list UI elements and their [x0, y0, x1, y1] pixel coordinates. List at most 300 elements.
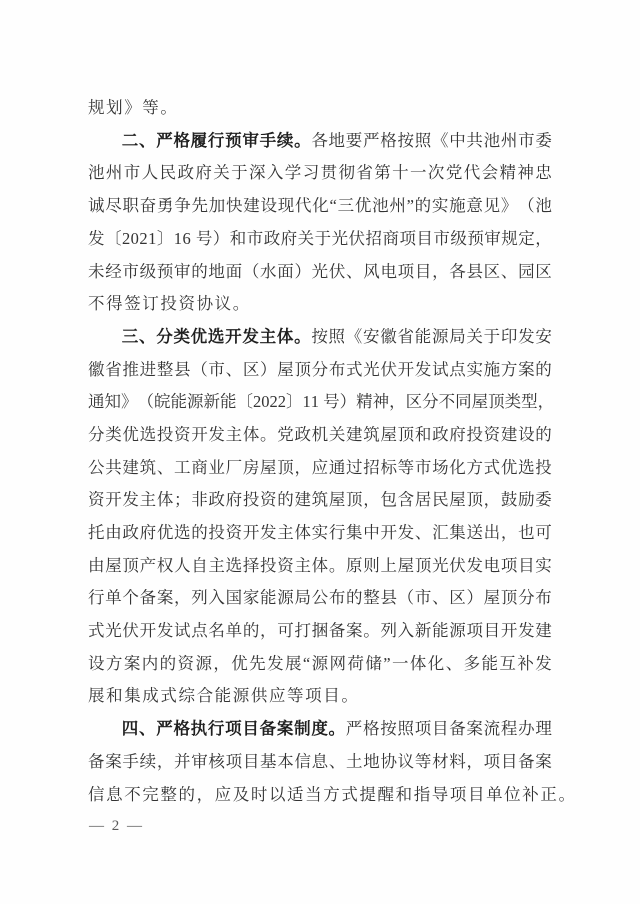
body-character: 府	[449, 424, 466, 444]
body-character: 项	[414, 719, 432, 739]
body-character: 及	[232, 784, 250, 804]
body-character: 屋	[380, 424, 397, 444]
text-line-4	[88, 190, 552, 223]
body-character: 点	[449, 359, 466, 379]
body-character: 徽	[380, 326, 397, 346]
body-character: 加	[208, 196, 226, 216]
body-character: 发	[267, 653, 284, 673]
heading-character: 度	[311, 720, 328, 739]
body-character: 项	[500, 555, 518, 575]
body-character: 项	[449, 784, 467, 804]
body-character: 严	[363, 130, 380, 150]
body-character: （	[397, 588, 415, 608]
body-character: 个	[122, 588, 139, 608]
body-character: 资	[483, 424, 501, 444]
body-character: 招	[365, 228, 382, 248]
body-character: 建	[500, 424, 518, 444]
body-character: 由	[105, 523, 122, 543]
body-character: 业	[208, 457, 225, 477]
body-character: 试	[174, 621, 191, 641]
body-character: 完	[142, 784, 159, 804]
heading-character: 项	[225, 720, 242, 739]
body-character: 目	[414, 261, 432, 281]
body-character: 贯	[320, 163, 338, 183]
body-character: 区	[242, 359, 260, 379]
body-character: 本	[277, 751, 294, 771]
body-character: 选	[518, 457, 535, 477]
body-character: 审	[174, 261, 191, 281]
body-character: 可	[535, 523, 552, 543]
body-character: 局	[294, 588, 311, 608]
body-character: 列	[191, 588, 208, 608]
page-number: — 2 —	[89, 818, 144, 834]
body-character: 体	[409, 653, 427, 673]
body-character: 主	[225, 424, 243, 444]
body-character: 能	[432, 621, 449, 641]
body-character: 代	[463, 163, 481, 183]
body-character: 争	[174, 196, 191, 216]
body-character: 目	[518, 555, 535, 575]
body-character: 关	[328, 424, 346, 444]
body-character: 能	[170, 392, 187, 412]
body-character: 〕	[286, 392, 303, 412]
heading-character: 发	[242, 327, 259, 346]
body-character: ）	[212, 228, 230, 248]
body-character: 府	[195, 163, 212, 183]
body-character: 先	[191, 196, 208, 216]
body-character: 办	[518, 719, 535, 739]
body-character: 1	[173, 228, 183, 248]
body-character: 光	[331, 228, 349, 248]
body-character: 、	[328, 751, 346, 771]
body-character: 职	[122, 196, 139, 216]
body-character: 县	[380, 588, 397, 608]
body-character: 级	[450, 228, 467, 248]
heading-character: 主	[259, 327, 277, 346]
body-character: 政	[122, 523, 139, 543]
body-character: 市	[122, 261, 139, 281]
body-character: 审	[191, 751, 208, 771]
body-character: 预	[156, 261, 174, 281]
body-character: 共	[466, 130, 483, 150]
body-character	[191, 231, 195, 248]
body-character: 以	[268, 784, 286, 804]
body-character: ，	[156, 751, 174, 771]
body-character: 一	[410, 163, 427, 183]
body-character: 分	[422, 392, 439, 412]
body-character: 择	[242, 555, 260, 575]
text-line-9	[88, 354, 552, 387]
body-character: 类	[105, 424, 122, 444]
body-character: 资	[260, 490, 277, 510]
body-character: 荷	[347, 653, 364, 673]
body-character: 时	[250, 784, 268, 804]
body-character: 方	[466, 457, 483, 477]
body-character: 厂	[225, 457, 243, 477]
body-character: 人	[141, 163, 159, 183]
body-character: 源	[232, 686, 250, 706]
body-character: 严	[345, 719, 363, 739]
body-character: 。	[363, 621, 380, 641]
heading-character: 优	[190, 327, 208, 346]
body-character: ，	[432, 261, 449, 281]
body-character: 皖	[154, 392, 171, 412]
body-character: 投	[160, 294, 177, 314]
text-line-7	[88, 288, 552, 321]
body-character: 发	[518, 621, 535, 641]
body-character: 、	[346, 261, 363, 281]
body-character: 州	[105, 163, 123, 183]
body-character: 地	[328, 130, 346, 150]
body-character: ，	[483, 490, 501, 510]
heading-character: 预	[225, 131, 242, 150]
body-character: 化	[427, 653, 445, 673]
body-character: 预	[467, 228, 484, 248]
body-character: 式	[160, 686, 177, 706]
body-character: 型	[521, 392, 538, 412]
body-character: 信	[294, 751, 311, 771]
body-character: 深	[249, 163, 266, 183]
body-character: 开	[139, 621, 157, 641]
body-character: 于	[314, 228, 332, 248]
body-character: 意	[466, 196, 483, 216]
body-character: 议	[397, 751, 415, 771]
body-character: 筑	[139, 457, 157, 477]
body-character: 源	[449, 621, 466, 641]
body-character: “	[329, 196, 337, 216]
body-character: 目	[500, 751, 518, 771]
body-character: 由	[88, 555, 105, 575]
body-character: 顶	[488, 392, 505, 412]
body-character: 精	[499, 163, 516, 183]
body-character: ”	[383, 653, 391, 673]
body-character: 入	[266, 163, 284, 183]
body-character: 能	[414, 326, 432, 346]
body-character: 局	[449, 326, 466, 346]
body-character: 实	[431, 196, 449, 216]
body-character: 各	[311, 130, 328, 150]
body-character: 代	[295, 196, 312, 216]
body-character: 安	[535, 326, 552, 346]
body-character: 区	[449, 588, 466, 608]
body-character: 和	[395, 784, 413, 804]
body-character: 项	[305, 686, 322, 706]
body-character: 先	[249, 653, 266, 673]
body-character: 能	[481, 653, 498, 673]
body-character: 。	[558, 784, 575, 804]
body-character: 分	[88, 424, 105, 444]
body-character: 工	[174, 457, 191, 477]
body-character: 顶	[122, 555, 139, 575]
body-character: 分	[518, 588, 535, 608]
body-character: 补	[517, 653, 534, 673]
body-character: 通	[88, 392, 105, 412]
body-character: 等	[414, 751, 432, 771]
text-line-17	[88, 615, 552, 648]
body-character: 单	[225, 621, 243, 641]
body-character: ；	[174, 490, 191, 510]
body-character: 发	[466, 555, 483, 575]
body-character: 式	[88, 621, 105, 641]
body-character: 备	[518, 751, 535, 771]
body-character: 不	[88, 294, 105, 314]
body-character: 通	[328, 457, 346, 477]
text-line-6	[88, 255, 552, 288]
body-character: 布	[535, 588, 552, 608]
text-line-11	[88, 419, 552, 452]
body-character: 照	[414, 130, 432, 150]
body-character: 资	[88, 490, 105, 510]
heading-character: 开	[225, 327, 242, 346]
text-line-16	[88, 582, 552, 615]
body-character: 式	[483, 457, 501, 477]
body-character: 号	[195, 228, 213, 248]
body-character: 彻	[338, 163, 355, 183]
body-character: 单	[105, 588, 122, 608]
body-character: ，	[213, 653, 230, 673]
body-character: 核	[208, 751, 225, 771]
body-character: 源	[277, 588, 294, 608]
body-character: 的	[535, 424, 552, 444]
heading-character: 严	[156, 720, 173, 739]
body-character: 主	[294, 555, 311, 575]
body-character: 不	[438, 392, 456, 412]
body-character: 推	[122, 359, 139, 379]
heading-character: 行	[207, 131, 225, 150]
body-character: 池	[535, 196, 552, 216]
heading-character: 、	[138, 720, 156, 739]
body-character: 按	[397, 130, 414, 150]
body-character: 、	[225, 359, 243, 379]
body-character: 发	[88, 228, 105, 248]
body-character: 关	[297, 228, 315, 248]
body-character: 伏	[348, 228, 366, 248]
body-character: 投	[156, 424, 174, 444]
body-character: 优	[354, 196, 372, 216]
heading-character: 审	[242, 131, 259, 150]
body-character: 伏	[380, 359, 397, 379]
body-character: 家	[242, 588, 260, 608]
body-character: 机	[311, 424, 329, 444]
body-character: 息	[311, 751, 329, 771]
body-character: ）	[466, 588, 483, 608]
body-character: 省	[105, 359, 122, 379]
body-character: （	[191, 359, 208, 379]
body-character: 顶	[466, 490, 483, 510]
body-character: 设	[88, 653, 105, 673]
body-character: 电	[380, 261, 397, 281]
body-character: 、	[414, 523, 432, 543]
body-character: 民	[159, 163, 177, 183]
body-character: 上	[380, 555, 397, 575]
body-character: 正	[540, 784, 557, 804]
body-character: 公	[88, 457, 105, 477]
body-character: 和	[106, 686, 123, 706]
heading-character: 格	[173, 720, 190, 739]
body-character: 储	[365, 653, 382, 673]
body-character: 1	[302, 392, 311, 412]
body-character: 省	[397, 326, 414, 346]
heading-character: 选	[207, 327, 225, 346]
body-character: 源	[187, 392, 204, 412]
body-character: ，	[537, 392, 555, 412]
body-character: 集	[346, 523, 363, 543]
body-character: 鼓	[500, 490, 518, 510]
body-character: 奋	[139, 196, 157, 216]
body-character: 屋	[449, 490, 466, 510]
body-character: 面	[277, 261, 294, 281]
body-character: 关	[466, 326, 483, 346]
body-character: 风	[363, 261, 380, 281]
body-character: 区	[405, 392, 423, 412]
body-character: 优	[156, 523, 174, 543]
body-character: 和	[414, 424, 432, 444]
body-character: 包	[380, 490, 397, 510]
body-character: 区	[483, 261, 501, 281]
body-character: 池	[483, 130, 501, 150]
body-character: 展	[88, 686, 105, 706]
body-character: 选	[139, 424, 157, 444]
body-character: 得	[106, 294, 123, 314]
text-line-3	[88, 157, 552, 190]
body-character: 习	[302, 163, 320, 183]
body-character: 入	[397, 621, 415, 641]
body-character: 布	[328, 588, 346, 608]
body-character: ，	[363, 490, 380, 510]
body-character: 地	[208, 261, 225, 281]
body-character: 发	[122, 490, 139, 510]
body-character: 屋	[483, 588, 501, 608]
body-character: 发	[518, 326, 535, 346]
body-character: 开	[500, 621, 518, 641]
body-character: 产	[139, 555, 157, 575]
body-character: 按	[311, 326, 328, 346]
body-character: 号	[323, 392, 340, 412]
body-character: 国	[225, 588, 243, 608]
body-character: 项	[466, 621, 483, 641]
body-character: 的	[535, 359, 552, 379]
body-character: 府	[139, 523, 157, 543]
body-character: 互	[499, 653, 516, 673]
body-character: 体	[294, 523, 311, 543]
body-character: 布	[328, 359, 346, 379]
body-character: 精	[356, 392, 373, 412]
body-character: 单	[486, 784, 503, 804]
body-character: 发	[397, 523, 415, 543]
body-character: 顶	[277, 457, 294, 477]
heading-character: 四	[121, 720, 139, 739]
body-character: 、	[445, 653, 463, 673]
body-character: 化	[312, 196, 329, 216]
body-character: 市	[123, 163, 141, 183]
body-character: 案	[346, 621, 363, 641]
body-character: 政	[208, 490, 225, 510]
body-character: 出	[483, 523, 501, 543]
body-character: 成	[142, 686, 159, 706]
body-character: 。	[232, 294, 250, 314]
body-character: 协	[380, 751, 397, 771]
body-character: 施	[449, 196, 466, 216]
body-character: ）	[339, 392, 357, 412]
heading-character: 。	[294, 131, 311, 150]
body-character: 1	[148, 228, 157, 248]
body-character: 光	[105, 621, 122, 641]
body-character: 新	[203, 392, 220, 412]
body-character: 目	[242, 751, 260, 771]
body-character: 方	[323, 784, 340, 804]
body-character: 学	[284, 163, 302, 183]
body-character: 民	[432, 490, 449, 510]
heading-character: 手	[259, 131, 277, 150]
body-character: 指	[413, 784, 431, 804]
body-character: 当	[305, 784, 322, 804]
body-character: 划	[106, 98, 123, 118]
body-character: 房	[242, 457, 260, 477]
text-line-20	[88, 713, 552, 746]
body-character: 勇	[157, 196, 174, 216]
text-line-10	[88, 386, 555, 419]
body-character: 县	[174, 359, 191, 379]
body-character: 案	[156, 588, 174, 608]
body-character: “	[302, 653, 311, 673]
body-character: 次	[427, 163, 445, 183]
body-character: 也	[518, 523, 535, 543]
text-line-15	[88, 550, 552, 583]
body-character: 的	[159, 653, 177, 673]
body-character: 的	[242, 621, 260, 641]
body-character: 实	[535, 555, 552, 575]
body-character: 政	[432, 424, 449, 444]
body-character: 开	[191, 424, 208, 444]
body-character: 过	[346, 457, 363, 477]
body-character: 醒	[377, 784, 394, 804]
body-character: 屋	[105, 555, 122, 575]
heading-character: 备	[259, 720, 277, 739]
body-character: 《	[345, 326, 363, 346]
body-character: 发	[260, 523, 277, 543]
body-character: 电	[483, 555, 501, 575]
body-character: 土	[346, 751, 363, 771]
heading-character: 续	[276, 131, 294, 150]
body-character: 和	[229, 228, 247, 248]
body-character: 试	[432, 359, 449, 379]
body-character: 流	[483, 719, 501, 739]
body-character: 多	[463, 653, 481, 673]
body-character: 神	[517, 163, 534, 183]
body-character: 并	[174, 751, 191, 771]
body-character: 中	[449, 130, 466, 150]
heading-character: 案	[276, 720, 294, 739]
paragraph-indent	[88, 337, 121, 338]
body-character: 尽	[105, 196, 122, 216]
body-character: 方	[500, 359, 518, 379]
heading-character: 、	[138, 327, 156, 346]
body-character: 居	[414, 490, 432, 510]
body-character: 第	[374, 163, 391, 183]
body-character: （	[518, 196, 535, 216]
body-character: 的	[178, 784, 195, 804]
body-character: 原	[346, 555, 363, 575]
body-character: 党	[445, 163, 463, 183]
body-character: 人	[174, 555, 191, 575]
body-character: 投	[208, 523, 225, 543]
body-character: 备	[328, 621, 346, 641]
body-character: 顶	[414, 555, 432, 575]
body-character: 资	[174, 424, 191, 444]
heading-character: 。	[294, 327, 311, 346]
body-character: 见	[483, 196, 501, 216]
body-character: 1	[310, 392, 319, 412]
